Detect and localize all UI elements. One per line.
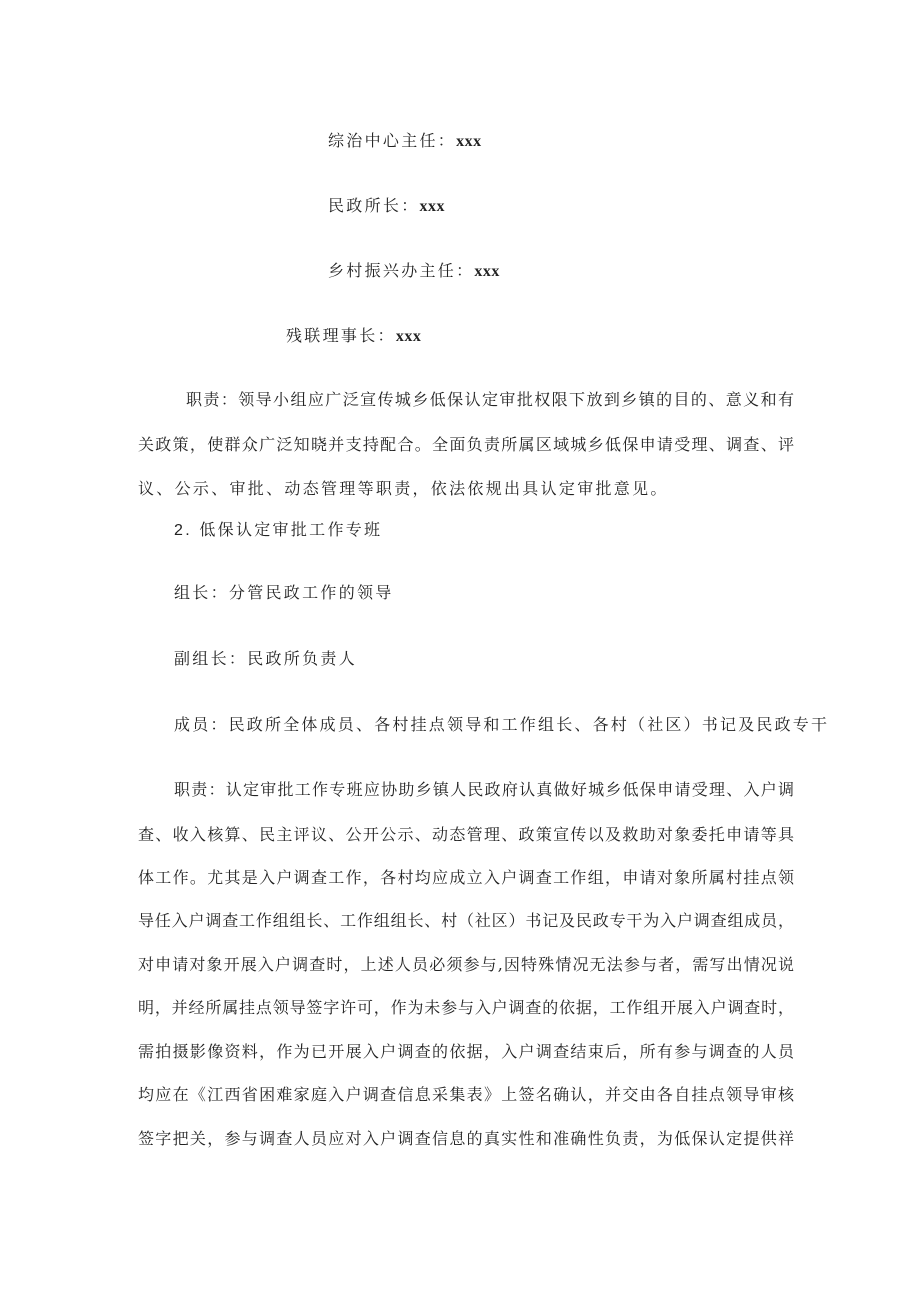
- duty1-line: 职责：领导小组应广泛宣传城乡低保认定审批权限下放到乡镇的目的、意义和有: [186, 390, 794, 409]
- duty2-line: 体工作。尤其是入户调查工作，各村均应成立入户调查工作组，申请对象所属村挂点领: [138, 868, 794, 887]
- member-name: xxx: [419, 198, 446, 215]
- team-leader: 组长：分管民政工作的领导: [174, 583, 394, 602]
- duty2-line: 签字把关，参与调查人员应对入户调查信息的真实性和准确性负责，为低保认定提供祥: [138, 1129, 794, 1148]
- section-heading: [174, 520, 382, 541]
- member-line: [286, 326, 421, 347]
- member-name: xxx: [395, 328, 422, 345]
- duty1-line: 关政策，使群众广泛知晓并支持配合。全面负责所属区域城乡低保申请受理、调查、评: [138, 435, 794, 454]
- member-role: 综治中心主任：: [328, 131, 457, 150]
- duty2-line: 明，并经所属挂点领导签字许可，作为未参与入户调查的依据，工作组开展入户调查时，: [138, 998, 794, 1017]
- section-title: 低保认定审批工作专班: [199, 520, 383, 539]
- section-number: 2.: [174, 522, 192, 539]
- team-deputy: 副组长：民政所负责人: [174, 649, 358, 668]
- duty1-line: 议、公示、审批、动态管理等职责，依法依规出具认定审批意见。: [138, 479, 669, 498]
- duty2-line: 均应在《江西省困难家庭入户调查信息采集表》上签名确认，并交由各自挂点领导审核: [138, 1085, 794, 1104]
- member-role: 乡村振兴办主任：: [328, 261, 475, 280]
- duty2-line: 查、收入核算、民主评议、公开公示、动态管理、政策宣传以及救助对象委托申请等具: [138, 825, 794, 844]
- duty2-line: 对申请对象开展入户调查时，上述人员必须参与,因特殊情况无法参与者，需写出情况说: [138, 955, 794, 974]
- duty2-line: 导任入户调查工作组组长、工作组组长、村（社区）书记及民政专干为入户调查组成员，: [138, 911, 794, 930]
- team-members: 成员：民政所全体成员、各村挂点领导和工作组长、各村（社区）书记及民政专干: [174, 715, 830, 734]
- member-name: xxx: [474, 263, 500, 280]
- member-role: 民政所长：: [328, 196, 420, 215]
- member-role: 残联理事长：: [286, 326, 396, 345]
- member-line: [328, 261, 500, 282]
- member-name: xxx: [456, 133, 482, 150]
- member-line: [328, 131, 482, 152]
- duty2-line: 职责：认定审批工作专班应协助乡镇人民政府认真做好城乡低保申请受理、入户调: [174, 780, 794, 799]
- member-line: [328, 196, 445, 217]
- duty2-line: 需拍摄影像资料，作为已开展入户调查的依据，入户调查结束后，所有参与调查的人员: [138, 1042, 794, 1061]
